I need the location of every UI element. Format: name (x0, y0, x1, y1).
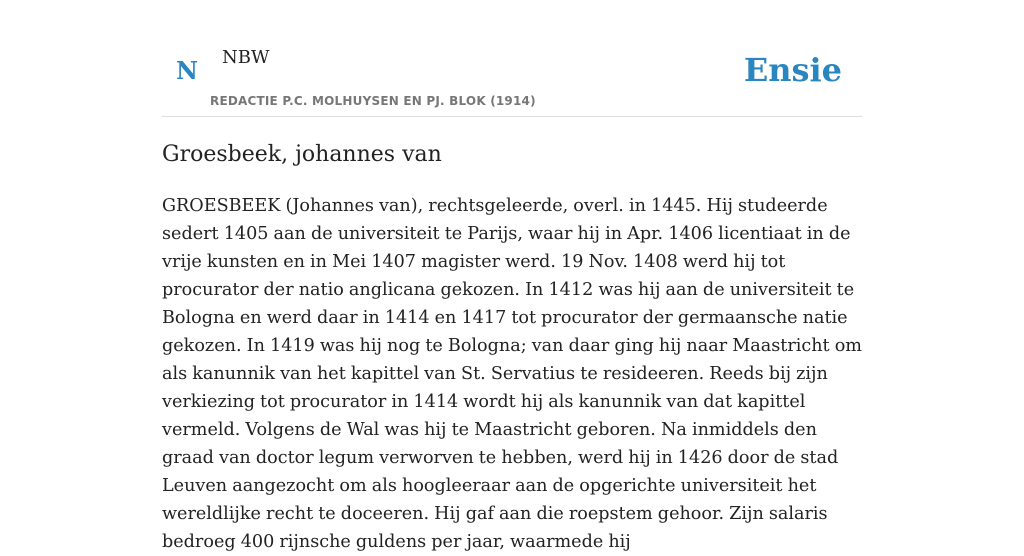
page (162, 0, 862, 552)
source-name[interactable]: NBW (222, 47, 270, 68)
header (162, 0, 862, 117)
brand-logo[interactable]: Ensie (743, 51, 842, 89)
source-logo[interactable]: N (176, 56, 198, 85)
article-title: Groesbeek, johannes van (162, 142, 442, 167)
article-body: GROESBEEK (Johannes van), rechtsgeleerde, overl. in 1445. Hij studeerde sedert 1405 aan de universiteit te Parijs, waar hij in Apr. 1406 licentiaat in de vrije kunsten en in Mei 1407 magister werd. 19 Nov. 1408 werd hij tot procurator der natio anglicana gekozen. In 1412 was hij aan de universiteit te Bologna en werd daar in 1414 en 1417 tot procurator der germaansche natie gekozen. In 1419 was hij nog te Bologna; van daar ging hij naar Maastricht om als kanunnik van het kapittel van St. Servatius te resideeren. Reeds bij zijn verkiezing tot procurator in 1414 wordt hij als kanunnik van dat kapittel vermeld. Volgens de Wal was hij te Maastricht geboren. Na inmiddels den graad van doctor legum verworven te hebben, werd hij in 1426 door de stad Leuven aangezocht om als hoogleeraar aan de opgerichte universiteit het wereldlijke recht te doceeren. Hij gaf aan die roepstem gehoor. Zijn salaris bedroeg 400 rijnsche guldens per jaar, waarmede hij (162, 196, 862, 552)
source-editors: REDACTIE P.C. MOLHUYSEN EN PJ. BLOK (1914) (210, 94, 536, 108)
